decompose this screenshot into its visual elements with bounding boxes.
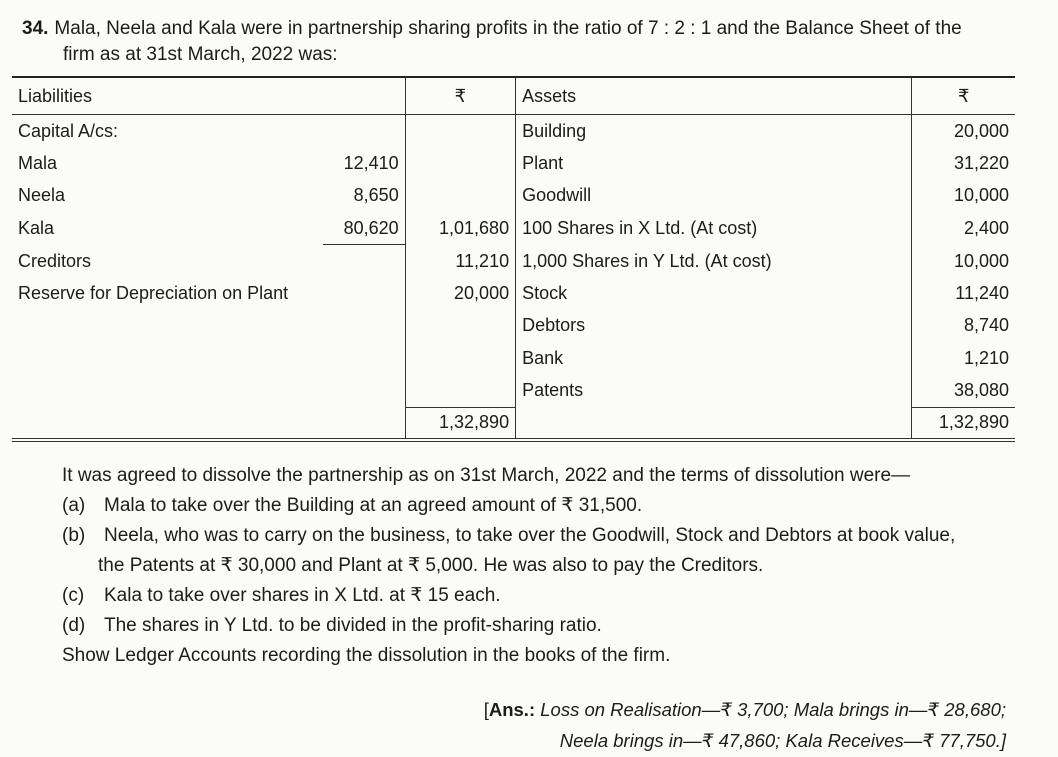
term-b-text-1: Neela, who was to carry on the business, to take over the Goodwill, Stock and Debtors at book value, <box>104 525 956 546</box>
term-b <box>40 521 955 551</box>
asset-label: 1,000 Shares in Y Ltd. (At cost) <box>516 245 912 278</box>
question-line-1 <box>22 16 1032 42</box>
liability-sub-amount <box>323 310 405 342</box>
liability-label: Kala <box>18 217 55 238</box>
table-row <box>12 310 1015 342</box>
liability-sub-amount <box>323 245 405 278</box>
terms-instruction: Show Ledger Accounts recording the dissolution in the books of the firm. <box>62 645 671 666</box>
asset-amount: 11,240 <box>912 277 1015 309</box>
liability-amount <box>405 310 515 342</box>
asset-label: Goodwill <box>516 180 912 212</box>
liability-amount <box>405 147 515 179</box>
asset-label: 100 Shares in X Ltd. (At cost) <box>516 212 912 245</box>
liability-amount: 1,01,680 <box>405 212 515 245</box>
term-b-text-2: the Patents at ₹ 30,000 and Plant at ₹ 5,000. He was also to pay the Creditors. <box>98 555 764 576</box>
answer <box>484 694 1006 756</box>
table-row <box>12 342 1015 374</box>
table-row <box>12 212 1015 245</box>
table-row <box>12 180 1015 212</box>
total-row <box>12 407 1015 440</box>
term-c-label: (c) <box>62 585 85 606</box>
asset-amount: 10,000 <box>912 180 1015 212</box>
asset-label: Stock <box>516 277 912 309</box>
table-row <box>12 245 1015 278</box>
asset-label: Debtors <box>516 310 912 342</box>
liability-label <box>12 310 323 342</box>
asset-amount: 2,400 <box>912 212 1015 245</box>
asset-label: Patents <box>516 374 912 407</box>
table-row <box>12 277 1015 309</box>
liability-amount <box>405 115 515 148</box>
header-rupee-left: ₹ <box>405 77 515 115</box>
liability-amount: 20,000 <box>405 277 515 309</box>
liability-label: Mala <box>18 152 58 173</box>
term-d-text: The shares in Y Ltd. to be divided in the profit-sharing ratio. <box>104 615 602 636</box>
answer-bracket: [ <box>483 699 489 720</box>
table-row <box>12 374 1015 407</box>
question-text-1: Mala, Neela and Kala were in partnership sharing profits in the ratio of 7 : 2 : 1 and the Balance Sheet of the <box>54 18 962 39</box>
asset-amount: 31,220 <box>912 147 1015 179</box>
asset-amount: 38,080 <box>912 374 1015 407</box>
liability-sub-amount <box>323 115 405 148</box>
liability-sub-amount: 12,410 <box>343 152 399 173</box>
asset-amount: 20,000 <box>912 115 1015 148</box>
header-liabilities: Liabilities <box>12 77 405 115</box>
question-number: 34. <box>22 18 49 39</box>
asset-amount: 8,740 <box>912 310 1015 342</box>
question <box>22 16 1032 68</box>
liability-amount <box>405 374 515 407</box>
header-rupee-right: ₹ <box>912 77 1015 115</box>
liability-sub-amount: 8,650 <box>353 185 399 206</box>
balance-sheet-header <box>12 77 1015 115</box>
question-line-2: firm as at 31st March, 2022 was: <box>63 44 338 65</box>
liability-label: Capital A/cs: <box>18 120 119 141</box>
header-assets: Assets <box>516 77 912 115</box>
liability-label: Creditors <box>18 250 92 271</box>
liability-sub-amount <box>323 342 405 374</box>
liability-label <box>12 374 323 407</box>
dissolution-terms <box>40 461 955 671</box>
table-row <box>12 115 1015 148</box>
answer-label: Ans.: <box>488 699 536 720</box>
answer-text-1: Loss on Realisation—₹ 3,700; Mala brings in—₹ 28,680; <box>540 699 1006 720</box>
answer-line-1 <box>484 694 1006 725</box>
term-a-label: (a) <box>62 495 86 516</box>
asset-label: Plant <box>516 147 912 179</box>
balance-sheet <box>12 76 1015 442</box>
term-b-label: (b) <box>62 525 86 546</box>
term-a-text: Mala to take over the Building at an agreed amount of ₹ 31,500. <box>104 495 643 516</box>
liability-label: Neela <box>18 185 66 206</box>
liability-sub-amount: 80,620 <box>323 212 405 245</box>
term-d-label: (d) <box>62 615 86 636</box>
asset-amount: 10,000 <box>912 245 1015 278</box>
liability-sub-amount <box>323 374 405 407</box>
liability-label <box>12 342 323 374</box>
liability-sub-amount <box>323 277 405 309</box>
term-d <box>40 611 955 641</box>
asset-label: Bank <box>516 342 912 374</box>
liability-label: Reserve for Depreciation on Plant <box>18 283 289 304</box>
asset-label: Building <box>516 115 912 148</box>
liability-amount: 11,210 <box>405 245 515 278</box>
terms-intro: It was agreed to dissolve the partnership as on 31st March, 2022 and the terms of dissolution were— <box>62 465 911 486</box>
term-c <box>40 581 955 611</box>
liability-amount <box>405 180 515 212</box>
table-row <box>12 147 1015 179</box>
term-a <box>40 491 955 521</box>
asset-amount: 1,210 <box>912 342 1015 374</box>
total-assets: 1,32,890 <box>912 407 1015 440</box>
answer-text-2: Neela brings in—₹ 47,860; Kala Receives—₹ 77,750.] <box>559 730 1006 751</box>
term-c-text: Kala to take over shares in X Ltd. at ₹ 15 each. <box>104 585 501 606</box>
total-liabilities: 1,32,890 <box>405 407 515 440</box>
liability-amount <box>405 342 515 374</box>
